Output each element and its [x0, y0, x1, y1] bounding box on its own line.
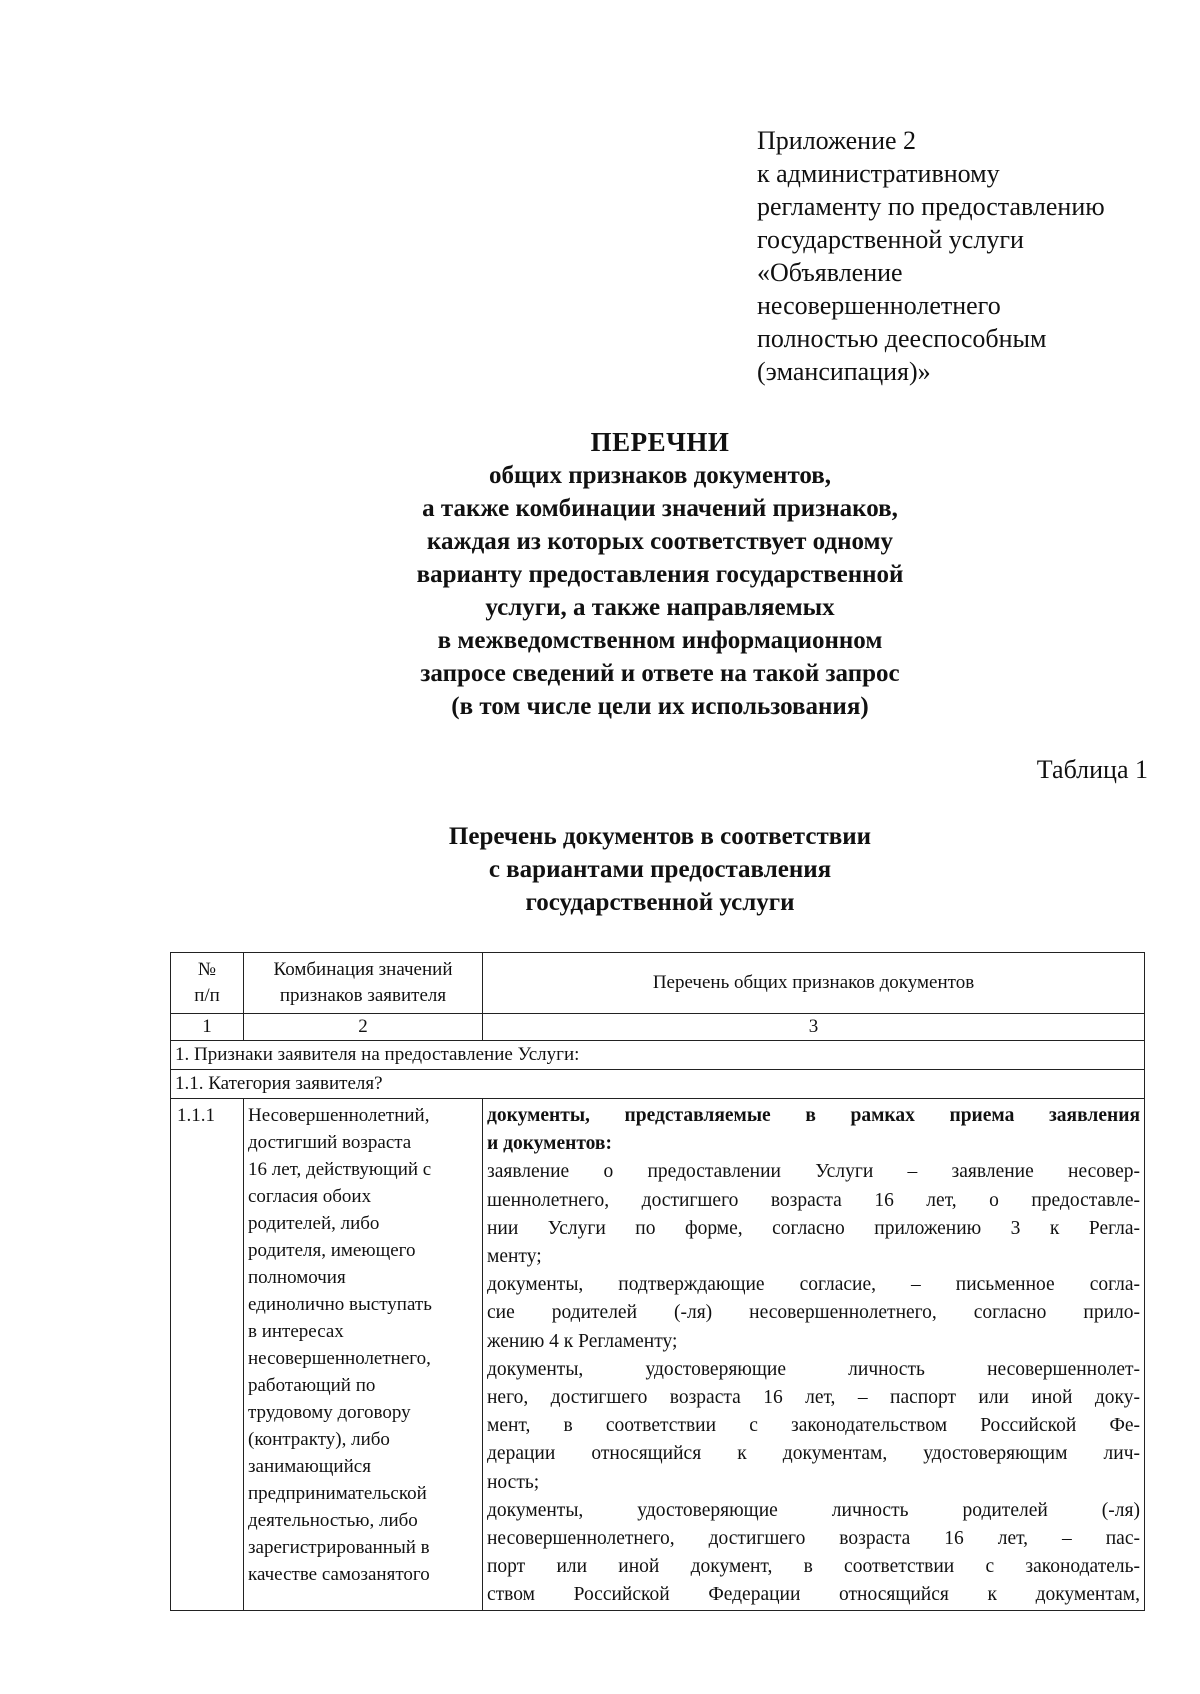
header-number-symbol: № [197, 959, 217, 980]
appendix-line: «Объявление [757, 258, 903, 287]
heading-line: услуги, а также направляемых [485, 594, 835, 621]
applicant-line: работающий по [248, 1375, 376, 1396]
heading-line: в межведомственном информационном [437, 627, 883, 654]
table-header-row [171, 953, 1145, 1014]
table-row [171, 1099, 1145, 1611]
applicant-line: предпринимательской [248, 1483, 427, 1504]
heading-title: ПЕРЕЧНИ [590, 427, 730, 457]
heading-line: общих признаков документов, [488, 462, 832, 489]
heading-line: запросе сведений и ответе на такой запрос [420, 660, 900, 687]
documents-line: документы, подтверждающие согласие, – письменное согла- [487, 1274, 1140, 1296]
section-row [171, 1041, 1145, 1070]
applicant-line: достигший возраста [248, 1132, 412, 1153]
applicant-line: деятельностью, либо [248, 1510, 418, 1531]
entry-applicant [244, 1099, 483, 1611]
heading-line: каждая из которых соответствует одному [426, 528, 894, 555]
column-numbers-row [171, 1014, 1145, 1041]
appendix-line: к административному [757, 159, 1000, 188]
applicant-line: единолично выступать [248, 1294, 432, 1315]
documents-line: и документов: [487, 1133, 612, 1155]
header-applicant-line: Комбинация значений [273, 959, 453, 980]
documents-line: заявление о предоставлении Услуги – заявление несовер- [487, 1161, 1140, 1183]
documents-table [170, 952, 1145, 1611]
documents-line: несовершеннолетнего, достигшего возраста 16 лет, – пас- [487, 1528, 1140, 1550]
documents-line: документы, удостоверяющие личность несовершеннолет- [487, 1358, 1140, 1380]
documents-line: жению 4 к Регламенту; [487, 1330, 678, 1352]
header-number [171, 953, 244, 1014]
applicant-line: занимающийся [248, 1456, 371, 1477]
applicant-line: трудовому договору [248, 1402, 411, 1423]
section-label: 1. Признаки заявителя на предоставление Услуги: [171, 1041, 1145, 1070]
heading-line: а также комбинации значений признаков, [422, 495, 898, 522]
documents-line: документы, представляемые в рамках приема заявления [487, 1105, 1140, 1126]
heading-line: варианту предоставления государственной [416, 561, 904, 588]
table-title-line: с вариантами предоставления [488, 856, 832, 883]
applicant-line: зарегистрированный в [248, 1537, 430, 1558]
documents-line: сие родителей (-ля) несовершеннолетнего, согласно прило- [487, 1302, 1140, 1324]
applicant-line: качестве самозанятого [248, 1564, 430, 1585]
table-title-line: государственной услуги [525, 889, 795, 916]
documents-line: дерации относящийся к документам, удостоверяющим лич- [487, 1443, 1140, 1465]
entry-documents [483, 1099, 1145, 1611]
applicant-line: родителя, имеющего [248, 1240, 416, 1261]
appendix-line: полностью дееспособным [757, 324, 1047, 353]
documents-line: нии Услуги по форме, согласно приложению 3 к Регла- [487, 1217, 1140, 1239]
header-applicant-line: признаков заявителя [279, 985, 447, 1006]
subsection-row [171, 1070, 1145, 1099]
documents-line: мент, в соответствии с законодательством Российской Фе- [487, 1415, 1140, 1437]
applicant-line: согласия обоих [248, 1186, 372, 1207]
applicant-line: Несовершеннолетний, [248, 1105, 430, 1126]
documents-line: шеннолетнего, достигшего возраста 16 лет, о предоставле- [487, 1189, 1140, 1211]
heading-line: (в том числе цели их использования) [451, 693, 869, 720]
table-title-line: Перечень документов в соответствии [448, 823, 872, 850]
table-title [350, 820, 970, 919]
applicant-line: (контракту), либо [248, 1429, 390, 1450]
documents-line: документы, удостоверяющие личность родителей (-ля) [487, 1499, 1140, 1521]
appendix-line: (эмансипация)» [757, 357, 931, 386]
documents-line: ность; [487, 1471, 540, 1493]
subsection-label: 1.1. Категория заявителя? [171, 1070, 1145, 1099]
appendix-line: несовершеннолетнего [757, 291, 1001, 320]
header-applicant [244, 953, 483, 1014]
column-number: 2 [244, 1014, 483, 1041]
applicant-line: несовершеннолетнего, [248, 1348, 431, 1369]
documents-line: ством Российской Федерации относящийся к документам, [487, 1584, 1140, 1606]
header-documents: Перечень общих признаков документов [483, 953, 1145, 1014]
applicant-line: в интересах [248, 1321, 344, 1342]
documents-line: менту; [487, 1246, 542, 1268]
column-number: 3 [483, 1014, 1145, 1041]
appendix-line: регламенту по предоставлению [757, 192, 1105, 221]
applicant-line: родителей, либо [248, 1213, 380, 1234]
applicant-line: полномочия [248, 1267, 346, 1288]
appendix-line: Приложение 2 [757, 126, 917, 155]
entry-number: 1.1.1 [171, 1099, 244, 1611]
appendix-block [757, 124, 1167, 388]
documents-line: него, достигшего возраста 16 лет, – паспорт или иной доку- [487, 1387, 1140, 1409]
documents-line: порт или иной документ, в соответствии с законодатель- [487, 1556, 1140, 1578]
table-label: Таблица 1 [1036, 755, 1148, 784]
column-number: 1 [171, 1014, 244, 1041]
header-number-abbr: п/п [194, 985, 220, 1006]
applicant-line: 16 лет, действующий с [248, 1159, 432, 1180]
document-heading [300, 426, 1020, 723]
appendix-line: государственной услуги [757, 225, 1024, 254]
